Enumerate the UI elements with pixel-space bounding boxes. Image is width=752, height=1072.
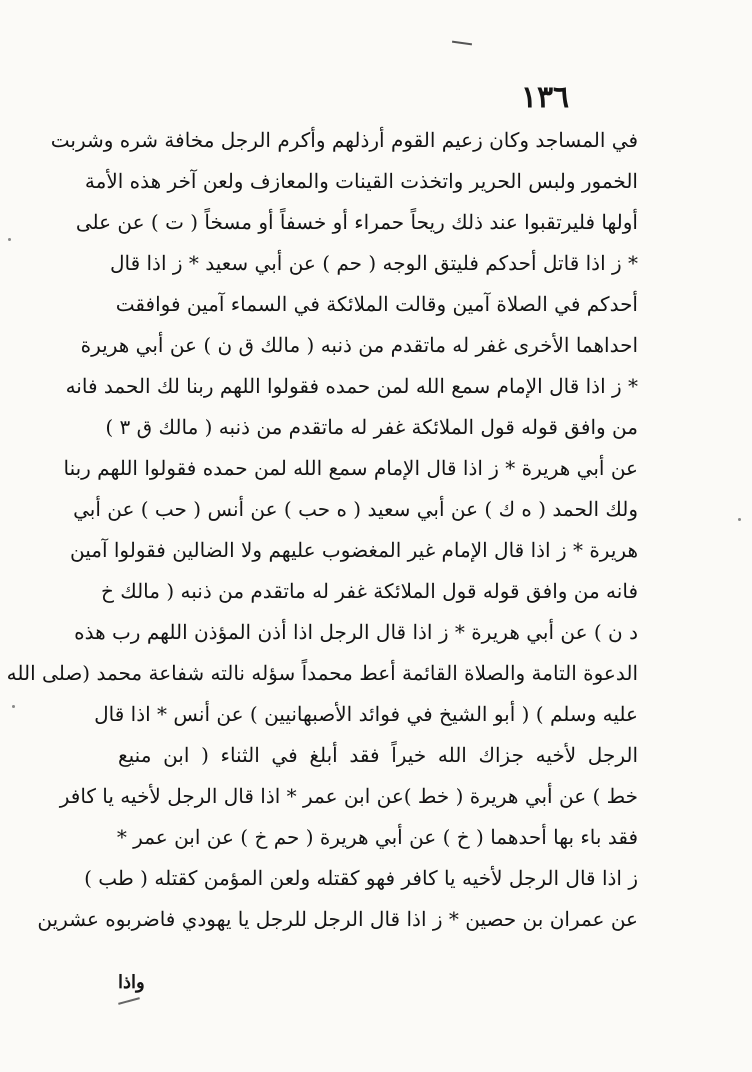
text-line: ولك الحمد ( ه ك ) عن أبي سعيد ( ه حب ) عن أنس ( حب ) عن أبي: [73, 497, 638, 521]
edge-speck: [8, 238, 11, 241]
text-line: الرجل لأخيه جزاك الله خيراً فقد أبلغ في الثناء ( ابن منيع: [118, 743, 638, 767]
text-line: د ن ) عن أبي هريرة * ز اذا قال الرجل اذا أذن المؤذن اللهم رب هذه: [74, 620, 638, 644]
text-line: * ز اذا قاتل أحدكم فليتق الوجه ( حم ) عن أبي سعيد * ز اذا قال: [109, 251, 638, 275]
text-line: فقد باء بها أحدهما ( خ ) عن أبي هريرة ( حم خ ) عن ابن عمر *: [116, 825, 638, 849]
page-number: ١٣٦: [520, 80, 570, 115]
text-line: هريرة * ز اذا قال الإمام غير المغضوب عليهم ولا الضالين فقولوا آمين: [69, 538, 638, 562]
text-line: من وافق قوله قول الملائكة غفر له ماتقدم من ذنبه ( مالك ق ٣ ): [105, 415, 638, 439]
catchword: واذا: [118, 972, 145, 993]
text-line: ز اذا قال الرجل لأخيه يا كافر فهو كقتله ولعن المؤمن كقتله ( طب ): [84, 866, 638, 890]
text-line: في المساجد وكان زعيم القوم أرذلهم وأكرم الرجل مخافة شره وشربت: [50, 128, 638, 152]
text-block: [6, 120, 638, 940]
text-line: عن أبي هريرة * ز اذا قال الإمام سمع الله لمن حمده فقولوا اللهم ربنا: [63, 456, 638, 480]
text-line: خط ) عن أبي هريرة ( خط )عن ابن عمر * اذا قال الرجل لأخيه يا كافر: [59, 784, 638, 808]
text-line: احداهما الأخرى غفر له ماتقدم من ذنبه ( مالك ق ن ) عن أبي هريرة: [80, 333, 638, 357]
text-line: عليه وسلم ) ( أبو الشيخ في فوائد الأصبهانيين ) عن أنس * اذا قال: [94, 702, 638, 726]
bottom-pen-mark: [118, 997, 140, 1005]
text-line: فانه من وافق قوله قول الملائكة غفر له ماتقدم من ذنبه ( مالك خ: [100, 579, 638, 603]
edge-speck: [738, 518, 741, 521]
text-line: أحدكم في الصلاة آمين وقالت الملائكة في السماء آمين فوافقت: [115, 292, 638, 316]
edge-speck: [12, 705, 15, 708]
text-line: الدعوة التامة والصلاة القائمة أعط محمداً سؤله نالته شفاعة محمد (صلى الله: [6, 661, 638, 685]
top-pen-mark: [452, 41, 472, 46]
text-line: الخمور ولبس الحرير واتخذت القينات والمعازف ولعن آخر هذه الأمة: [84, 169, 638, 193]
text-line: * ز اذا قال الإمام سمع الله لمن حمده فقولوا اللهم ربنا لك الحمد فانه: [65, 374, 638, 398]
text-line: عن عمران بن حصين * ز اذا قال الرجل للرجل يا يهودي فاضربوه عشرين: [37, 907, 638, 931]
text-line: أولها فليرتقبوا عند ذلك ريحاً حمراء أو خسفاً أو مسخاً ( ت ) عن على: [75, 210, 638, 234]
